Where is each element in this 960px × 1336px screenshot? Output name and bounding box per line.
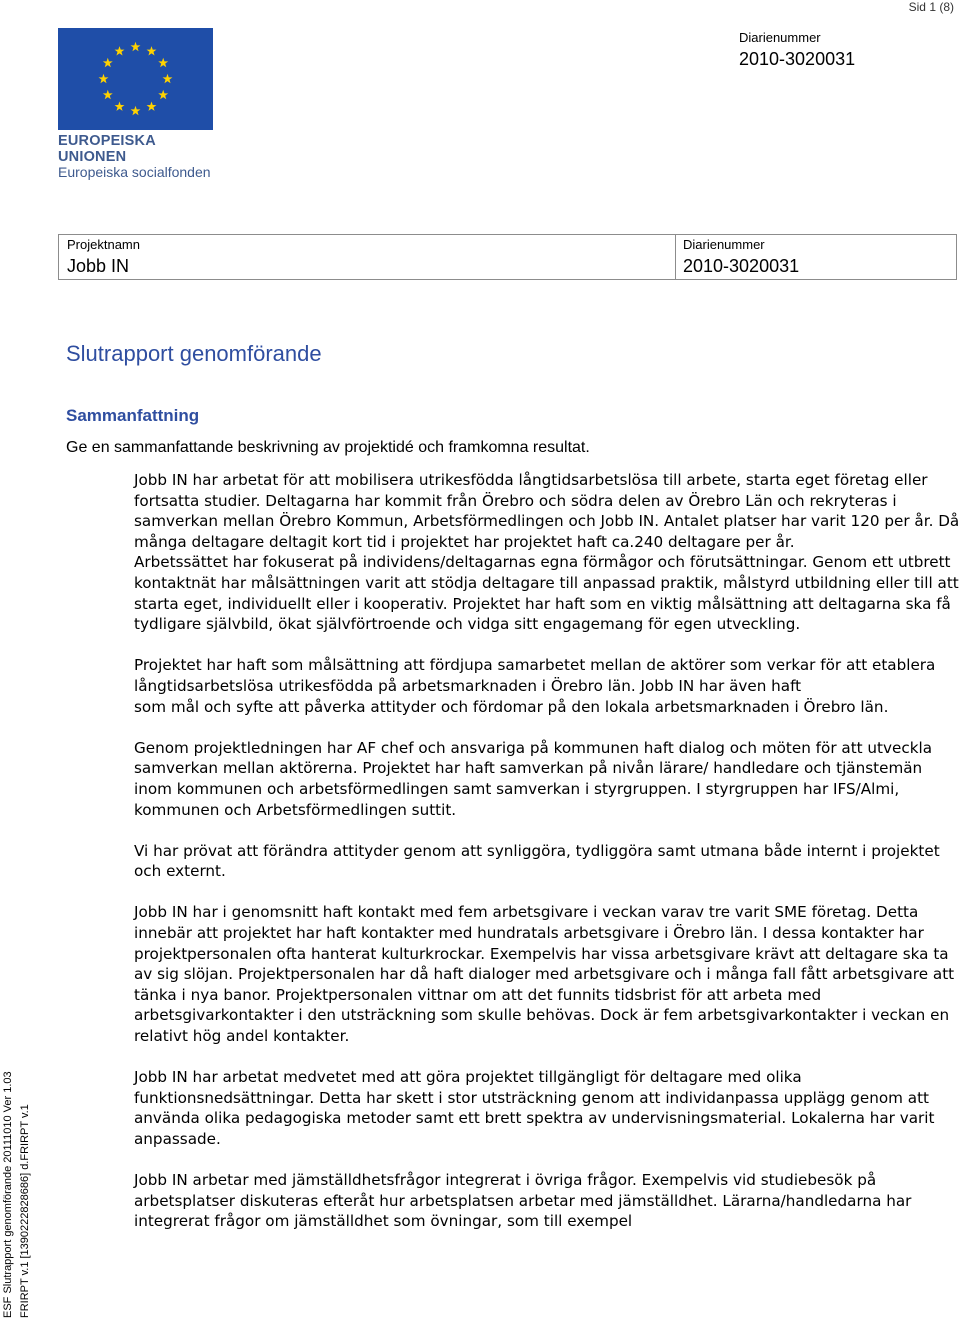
page-number: Sid 1 (8) (908, 0, 954, 14)
project-info-box (58, 234, 957, 280)
header-dnr-value: 2010-3020031 (739, 49, 856, 69)
header-diarienummer (739, 31, 855, 70)
eu-star-icon (147, 46, 157, 55)
project-name-value: Jobb IN (67, 256, 130, 276)
vertical-footer-text (0, 898, 38, 1318)
eu-star-icon (147, 102, 157, 111)
eu-star-icon (131, 42, 141, 51)
paragraph: Genom projektledningen har AF chef och ansvariga på kommunen haft dialog och möten för att utveckla samverkan mellan aktörerna. Projektet har haft samverkan på nivån lärare/ handledare och tjänstemän inom kommunen och arbetsförmedlingen samt samverkan i styrgruppen. I styrgruppen har IFS/Almi, kommunen och Arbetsförmedlingen suttit. (134, 738, 933, 819)
paragraph: Jobb IN har arbetat medvetet med att göra projektet tillgängligt för deltagare med olika funktionsnedsättningar. Detta har skett i stor utsträckning genom att individanpassa upplägg genom att använda olika pedagogiska metoder samt ett brett spektra av undervisningsmaterial. Lokalerna har varit anpassade. (134, 1068, 935, 1148)
eu-flag-icon (58, 28, 213, 130)
footer-line-1: ESF Slutrapport genomförande 20111010 Ver 1.03 (2, 1071, 14, 1318)
eu-star-icon (131, 106, 141, 115)
summary-body (134, 470, 960, 1253)
eu-star-icon (115, 102, 125, 111)
paragraph: Vi har prövat att förändra attityder genom att synliggöra, tydliggöra samt utmana både internt i projektet och externt. (134, 841, 940, 881)
project-name-label: Projektnamn (67, 237, 140, 252)
eu-star-icon (103, 90, 113, 99)
eu-star-icon (158, 90, 168, 99)
section-prompt: Ge en sammanfattande beskrivning av projektidé och framkomna resultat. (66, 439, 590, 456)
dnr-cell (676, 235, 956, 279)
paragraph: Projektet har haft som målsättning att fördjupa samarbetet mellan de aktörer som verkar för att etablera långtidsarbetslösa utrikesfödda på arbetsmarknaden i Örebro län. Jobb IN har även haft som mål och syfte att påverka attityder och fördomar på den lokala arbetsmarknaden i Örebro län. (134, 656, 936, 716)
logo-name: EUROPEISKA UNIONEN (58, 133, 156, 165)
eu-star-icon (163, 74, 173, 83)
eu-star-icon (115, 46, 125, 55)
dnr-label: Diarienummer (683, 237, 765, 252)
paragraph: Jobb IN arbetar med jämställdhetsfrågor integrerat i övriga frågor. Exempelvis vid studiebesök på arbetsplatser diskuteras efteråt hur arbetsplatsen arbetar med jämställdhet. Lärarna/handledarna har integrerat frågor om jämställdhet som övningar, som till exempel (134, 1171, 912, 1231)
header-dnr-label: Diarienummer (739, 30, 821, 45)
eu-star-icon (103, 58, 113, 67)
paragraph: Jobb IN har arbetat för att mobilisera utrikesfödda långtidsarbetslösa till arbete, starta eget företag eller fortsatta studier. Deltagarna har kommit från Örebro och södra delen av Örebro Län och rekryteras i samverkan mellan Örebro Kommun, Arbetsförmedlingen och Jobb IN. Antalet platser har varit 120 per år. Då många deltagare deltagit kort tid i projektet har projektet haft ca.240 deltagare per år. Arbetssättet har fokuserat på individens/deltagarnas egna förmågor och förutsättningar. Genom ett utbrett kontaktnät har målsättningen varit att stödja deltagare till anpassad praktik, målstyrd utbildning eller till att starta eget, individuellt eller i kooperativ. Projektet har haft som en viktig målsättning att deltagarna ska få tydligare självbild, ökat självförtroende och vidga sitt engagemang för egen utveckling. (134, 471, 960, 634)
report-title: Slutrapport genomförande (66, 341, 322, 366)
logo-subtitle: Europeiska socialfonden (58, 164, 211, 180)
eu-star-icon (158, 58, 168, 67)
paragraph: Jobb IN har i genomsnitt haft kontakt med fem arbetsgivare i veckan varav tre varit SME företag. Detta innebär att projektet har haft kontakter med hundratals arbetsgivare i Örebro län. I dessa kontakter har projektpersonalen ofta hanterat kulturkrockar. Exempelvis har vissa arbetsgivare krävt att deltagare ska ta av sig slöjan. Projektpersonalen har då haft dialoger med arbetsgivare och i många fall fått arbetsgivare att tänka i nya banor. Projektpersonalen vittnar om att det funnits tidsbrist för att arbeta med arbetsgivarkontakter i den utsträckning som skulle behövas. Dock är fem arbetsgivarkontakter i veckan en relativt hög andel kontakter. (134, 903, 955, 1046)
project-name-cell (59, 235, 676, 279)
eu-logo (58, 28, 214, 180)
section-heading: Sammanfattning (66, 406, 200, 425)
footer-line-2: FRIRPT v.1 [1390222828686] d.FRIRPT v.1 (19, 1104, 31, 1318)
eu-star-icon (99, 74, 109, 83)
dnr-value: 2010-3020031 (683, 256, 800, 276)
